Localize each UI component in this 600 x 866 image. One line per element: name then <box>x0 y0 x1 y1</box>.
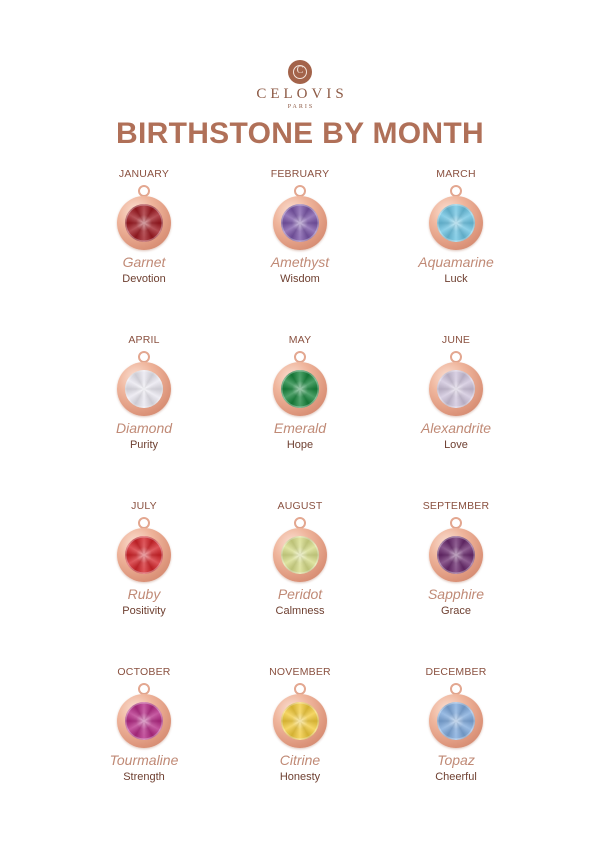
stone-meaning: Wisdom <box>280 273 320 285</box>
charm-bezel <box>117 528 171 582</box>
stone-meaning: Devotion <box>122 273 166 285</box>
charm-bezel <box>429 694 483 748</box>
birthstone-charm-icon <box>426 351 486 429</box>
birthstone-card-september <box>381 494 531 657</box>
stone-name: Diamond <box>115 420 173 436</box>
charm-bezel <box>429 528 483 582</box>
logo-emblem-icon <box>288 60 312 84</box>
gemstone <box>437 204 475 242</box>
gemstone <box>125 702 163 740</box>
birthstone-charm-icon <box>426 185 486 263</box>
birthstone-card-june <box>381 328 531 491</box>
charm-bezel <box>117 362 171 416</box>
birthstone-card-november <box>225 660 375 823</box>
charm-bezel <box>273 362 327 416</box>
stone-name: Peridot <box>277 586 323 602</box>
stone-name: Topaz <box>437 752 475 768</box>
gemstone <box>281 702 319 740</box>
brand-subtitle: PARIS <box>287 104 315 110</box>
stone-name: Emerald <box>273 420 327 436</box>
birthstone-charm-icon <box>270 517 330 595</box>
birthstone-grid <box>69 162 531 823</box>
birthstone-card-october <box>69 660 219 823</box>
charm-bezel <box>273 528 327 582</box>
stone-name: Sapphire <box>427 586 485 602</box>
logo-letter: C <box>296 65 304 76</box>
birthstone-card-may <box>225 328 375 491</box>
brand-logo <box>0 60 600 110</box>
month-label: JULY <box>131 500 157 512</box>
birthstone-charm-icon <box>270 683 330 761</box>
birthstone-card-december <box>381 660 531 823</box>
stone-meaning: Love <box>444 439 468 451</box>
charm-bezel <box>117 196 171 250</box>
charm-bezel <box>429 196 483 250</box>
stone-name: Garnet <box>122 254 166 270</box>
stone-meaning: Positivity <box>122 605 166 617</box>
stone-name: Aquamarine <box>418 254 494 270</box>
gemstone <box>437 702 475 740</box>
gemstone <box>437 536 475 574</box>
birthstone-card-april <box>69 328 219 491</box>
birthstone-charm-icon <box>114 185 174 263</box>
gemstone <box>281 204 319 242</box>
stone-name: Alexandrite <box>420 420 492 436</box>
birthstone-card-march <box>381 162 531 325</box>
stone-meaning: Hope <box>286 439 314 451</box>
month-label: AUGUST <box>277 500 323 512</box>
birthstone-charm-icon <box>270 185 330 263</box>
birthstone-charm-icon <box>426 517 486 595</box>
gemstone <box>125 536 163 574</box>
stone-meaning: Strength <box>123 771 165 783</box>
month-label: FEBRUARY <box>270 168 330 180</box>
month-label: MAY <box>288 334 312 346</box>
month-label: NOVEMBER <box>269 666 331 678</box>
birthstone-card-july <box>69 494 219 657</box>
gemstone <box>125 204 163 242</box>
birthstone-card-august <box>225 494 375 657</box>
gemstone <box>437 370 475 408</box>
month-label: APRIL <box>128 334 160 346</box>
stone-meaning: Purity <box>129 439 159 451</box>
page-title: BIRTHSTONE BY MONTH <box>116 117 484 150</box>
birthstone-charm-icon <box>114 351 174 429</box>
birthstone-card-january <box>69 162 219 325</box>
birthstone-charm-icon <box>426 683 486 761</box>
birthstone-card-february <box>225 162 375 325</box>
charm-bezel <box>273 694 327 748</box>
month-label: SEPTEMBER <box>422 500 490 512</box>
gemstone <box>281 370 319 408</box>
stone-name: Tourmaline <box>109 752 179 768</box>
charm-bezel <box>117 694 171 748</box>
month-label: MARCH <box>436 168 476 180</box>
stone-meaning: Luck <box>444 273 468 285</box>
stone-meaning: Honesty <box>279 771 321 783</box>
month-label: JUNE <box>441 334 471 346</box>
charm-bezel <box>429 362 483 416</box>
charm-bezel <box>273 196 327 250</box>
brand-name: CELOVIS <box>256 86 348 102</box>
month-label: OCTOBER <box>117 666 171 678</box>
birthstone-charm-icon <box>114 683 174 761</box>
month-label: DECEMBER <box>425 666 487 678</box>
gemstone <box>281 536 319 574</box>
gemstone <box>125 370 163 408</box>
stone-meaning: Grace <box>441 605 471 617</box>
birthstone-charm-icon <box>114 517 174 595</box>
stone-meaning: Calmness <box>275 605 325 617</box>
stone-name: Ruby <box>127 586 161 602</box>
month-label: JANUARY <box>118 168 170 180</box>
stone-name: Citrine <box>279 752 321 768</box>
stone-meaning: Cheerful <box>435 771 477 783</box>
birthstone-charm-icon <box>270 351 330 429</box>
stone-name: Amethyst <box>270 254 330 270</box>
